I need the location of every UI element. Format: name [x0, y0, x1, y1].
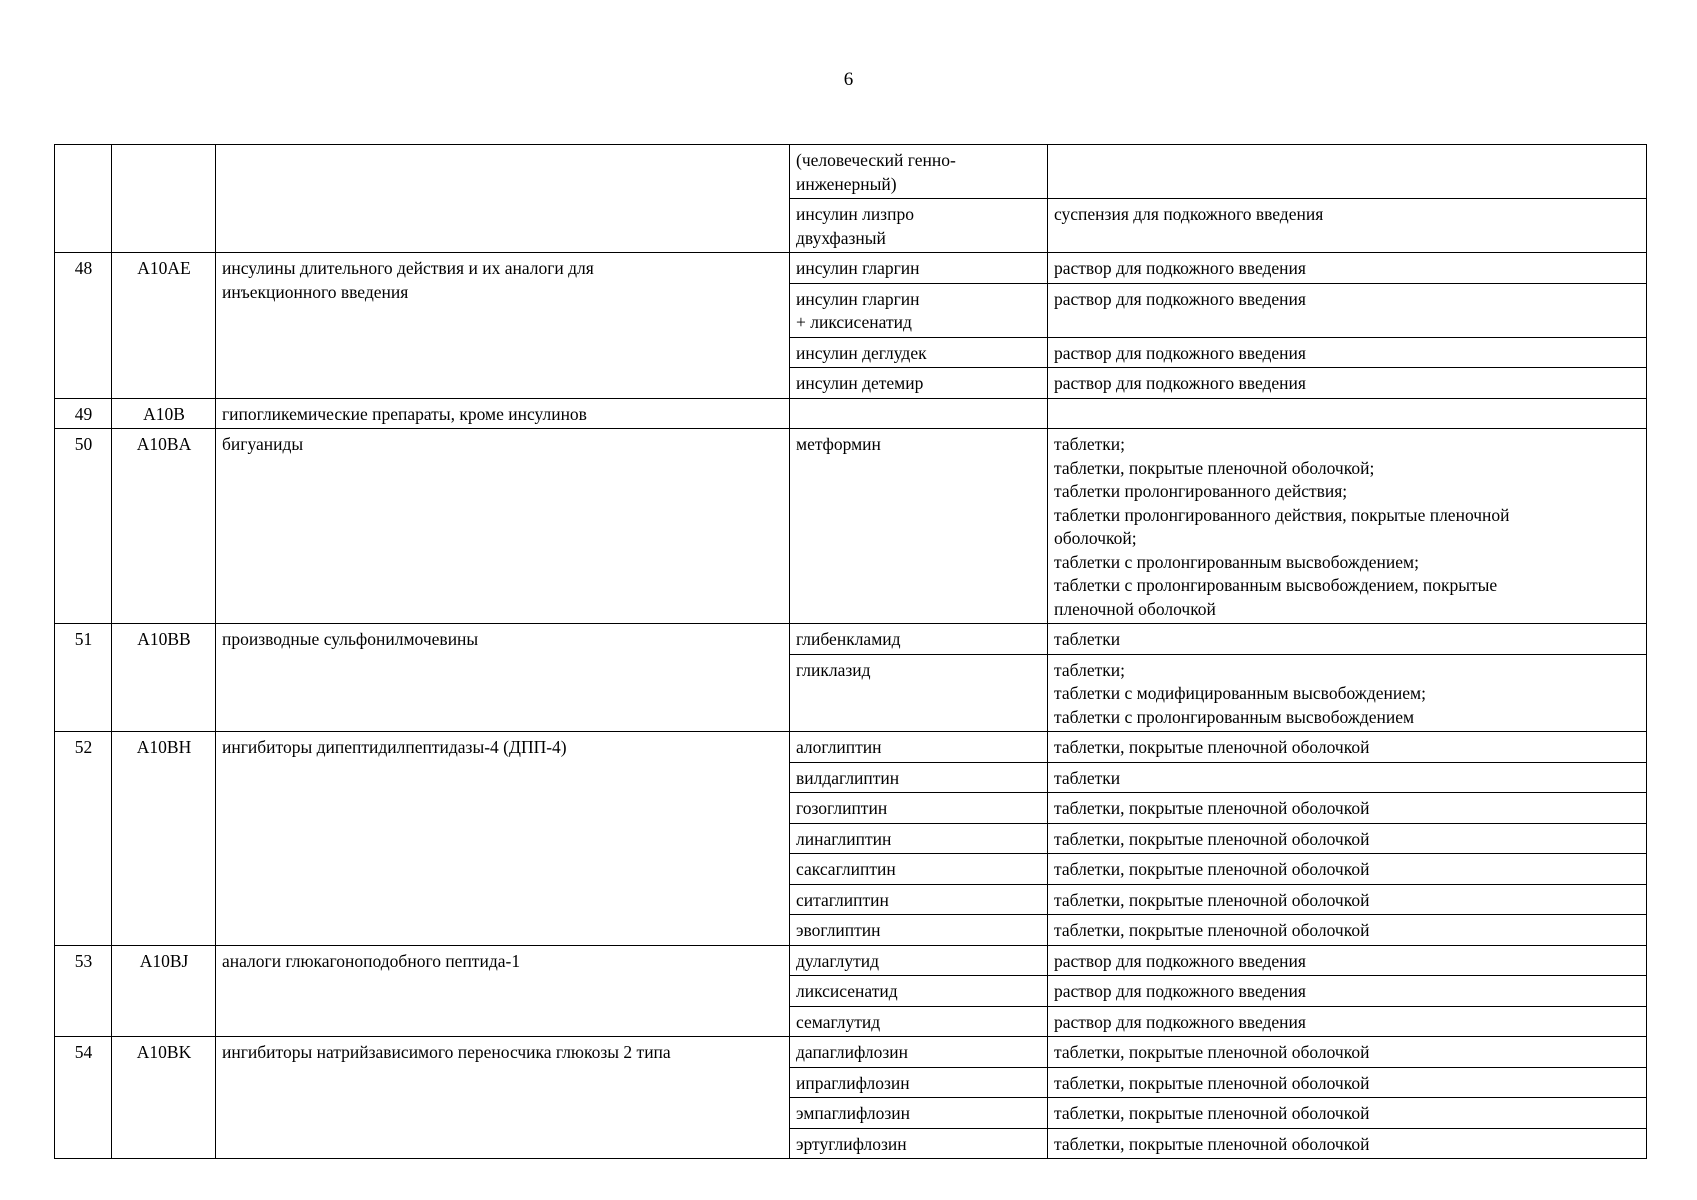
table-row [55, 945, 1647, 976]
drug-table [54, 144, 1647, 1159]
group-name: производные сульфонилмочевины [216, 624, 790, 732]
drug-name: эртуглифлозин [790, 1128, 1048, 1159]
dosage-form: таблетки, покрытые пленочной оболочкой [1048, 1067, 1647, 1098]
drug-name: инсулин деглудек [790, 337, 1048, 368]
dosage-form [1048, 398, 1647, 429]
atc-code: A10BA [112, 429, 216, 624]
dosage-form: таблетки, покрытые пленочной оболочкой [1048, 823, 1647, 854]
dosage-form [1048, 145, 1647, 199]
group-name: ингибиторы дипептидилпептидазы-4 (ДПП-4) [216, 732, 790, 946]
row-number: 48 [55, 253, 112, 399]
table-row [55, 1037, 1647, 1068]
dosage-form: таблетки, покрытые пленочной оболочкой [1048, 854, 1647, 885]
dosage-form: раствор для подкожного введения [1048, 337, 1647, 368]
drug-name: инсулин лизпро двухфазный [790, 199, 1048, 253]
drug-name [790, 398, 1048, 429]
drug-name: метформин [790, 429, 1048, 624]
group-name: ингибиторы натрийзависимого переносчика глюкозы 2 типа [216, 1037, 790, 1159]
group-name: гипогликемические препараты, кроме инсулинов [216, 398, 790, 429]
dosage-form: таблетки, покрытые пленочной оболочкой [1048, 1128, 1647, 1159]
dosage-form: раствор для подкожного введения [1048, 368, 1647, 399]
table-row [55, 145, 1647, 199]
drug-name: (человеческий генно- инженерный) [790, 145, 1048, 199]
table-row [55, 732, 1647, 763]
drug-name: гликлазид [790, 654, 1048, 732]
dosage-form: таблетки [1048, 762, 1647, 793]
drug-name: глибенкламид [790, 624, 1048, 655]
dosage-form: таблетки; таблетки, покрытые пленочной оболочкой; таблетки пролонгированного действия; таблетки пролонгированного действия, покрытые пленочной оболочкой; таблетки с пролонгированным высвобождением; таблетки с пролонгированным высвобождением, покрытые пленочной оболочкой [1048, 429, 1647, 624]
group-name: инсулины длительного действия и их аналоги для инъекционного введения [216, 253, 790, 399]
drug-name: алоглиптин [790, 732, 1048, 763]
drug-name: гозоглиптин [790, 793, 1048, 824]
drug-name: семаглутид [790, 1006, 1048, 1037]
atc-code: A10BB [112, 624, 216, 732]
drug-name: эмпаглифлозин [790, 1098, 1048, 1129]
atc-code: A10BH [112, 732, 216, 946]
atc-code: A10BK [112, 1037, 216, 1159]
drug-name: инсулин гларгин [790, 253, 1048, 284]
row-number: 49 [55, 398, 112, 429]
dosage-form: таблетки, покрытые пленочной оболочкой [1048, 884, 1647, 915]
row-number: 53 [55, 945, 112, 1037]
drug-name: ситаглиптин [790, 884, 1048, 915]
atc-code: A10AE [112, 253, 216, 399]
table-row [55, 624, 1647, 655]
dosage-form: таблетки; таблетки с модифицированным высвобождением; таблетки с пролонгированным высвобождением [1048, 654, 1647, 732]
dosage-form: раствор для подкожного введения [1048, 283, 1647, 337]
drug-name: дулаглутид [790, 945, 1048, 976]
drug-name: инсулин детемир [790, 368, 1048, 399]
group-name: бигуаниды [216, 429, 790, 624]
table-row [55, 253, 1647, 284]
table-row [55, 429, 1647, 624]
dosage-form: суспензия для подкожного введения [1048, 199, 1647, 253]
row-number: 50 [55, 429, 112, 624]
row-number [55, 145, 112, 253]
drug-name: инсулин гларгин + ликсисенатид [790, 283, 1048, 337]
drug-name: дапаглифлозин [790, 1037, 1048, 1068]
row-number: 51 [55, 624, 112, 732]
atc-code: A10B [112, 398, 216, 429]
page-number: 6 [843, 69, 854, 90]
drug-name: вилдаглиптин [790, 762, 1048, 793]
group-name [216, 145, 790, 253]
drug-name: ликсисенатид [790, 976, 1048, 1007]
dosage-form: таблетки, покрытые пленочной оболочкой [1048, 1037, 1647, 1068]
drug-table-body [55, 145, 1647, 1159]
dosage-form: таблетки, покрытые пленочной оболочкой [1048, 915, 1647, 946]
drug-name: саксаглиптин [790, 854, 1048, 885]
dosage-form: раствор для подкожного введения [1048, 1006, 1647, 1037]
dosage-form: таблетки, покрытые пленочной оболочкой [1048, 732, 1647, 763]
atc-code [112, 145, 216, 253]
drug-name: эвоглиптин [790, 915, 1048, 946]
table-row [55, 398, 1647, 429]
drug-name: линаглиптин [790, 823, 1048, 854]
row-number: 54 [55, 1037, 112, 1159]
group-name: аналоги глюкагоноподобного пептида-1 [216, 945, 790, 1037]
atc-code: A10BJ [112, 945, 216, 1037]
dosage-form: таблетки, покрытые пленочной оболочкой [1048, 1098, 1647, 1129]
dosage-form: раствор для подкожного введения [1048, 976, 1647, 1007]
row-number: 52 [55, 732, 112, 946]
dosage-form: раствор для подкожного введения [1048, 945, 1647, 976]
dosage-form: раствор для подкожного введения [1048, 253, 1647, 284]
dosage-form: таблетки [1048, 624, 1647, 655]
dosage-form: таблетки, покрытые пленочной оболочкой [1048, 793, 1647, 824]
drug-name: ипраглифлозин [790, 1067, 1048, 1098]
